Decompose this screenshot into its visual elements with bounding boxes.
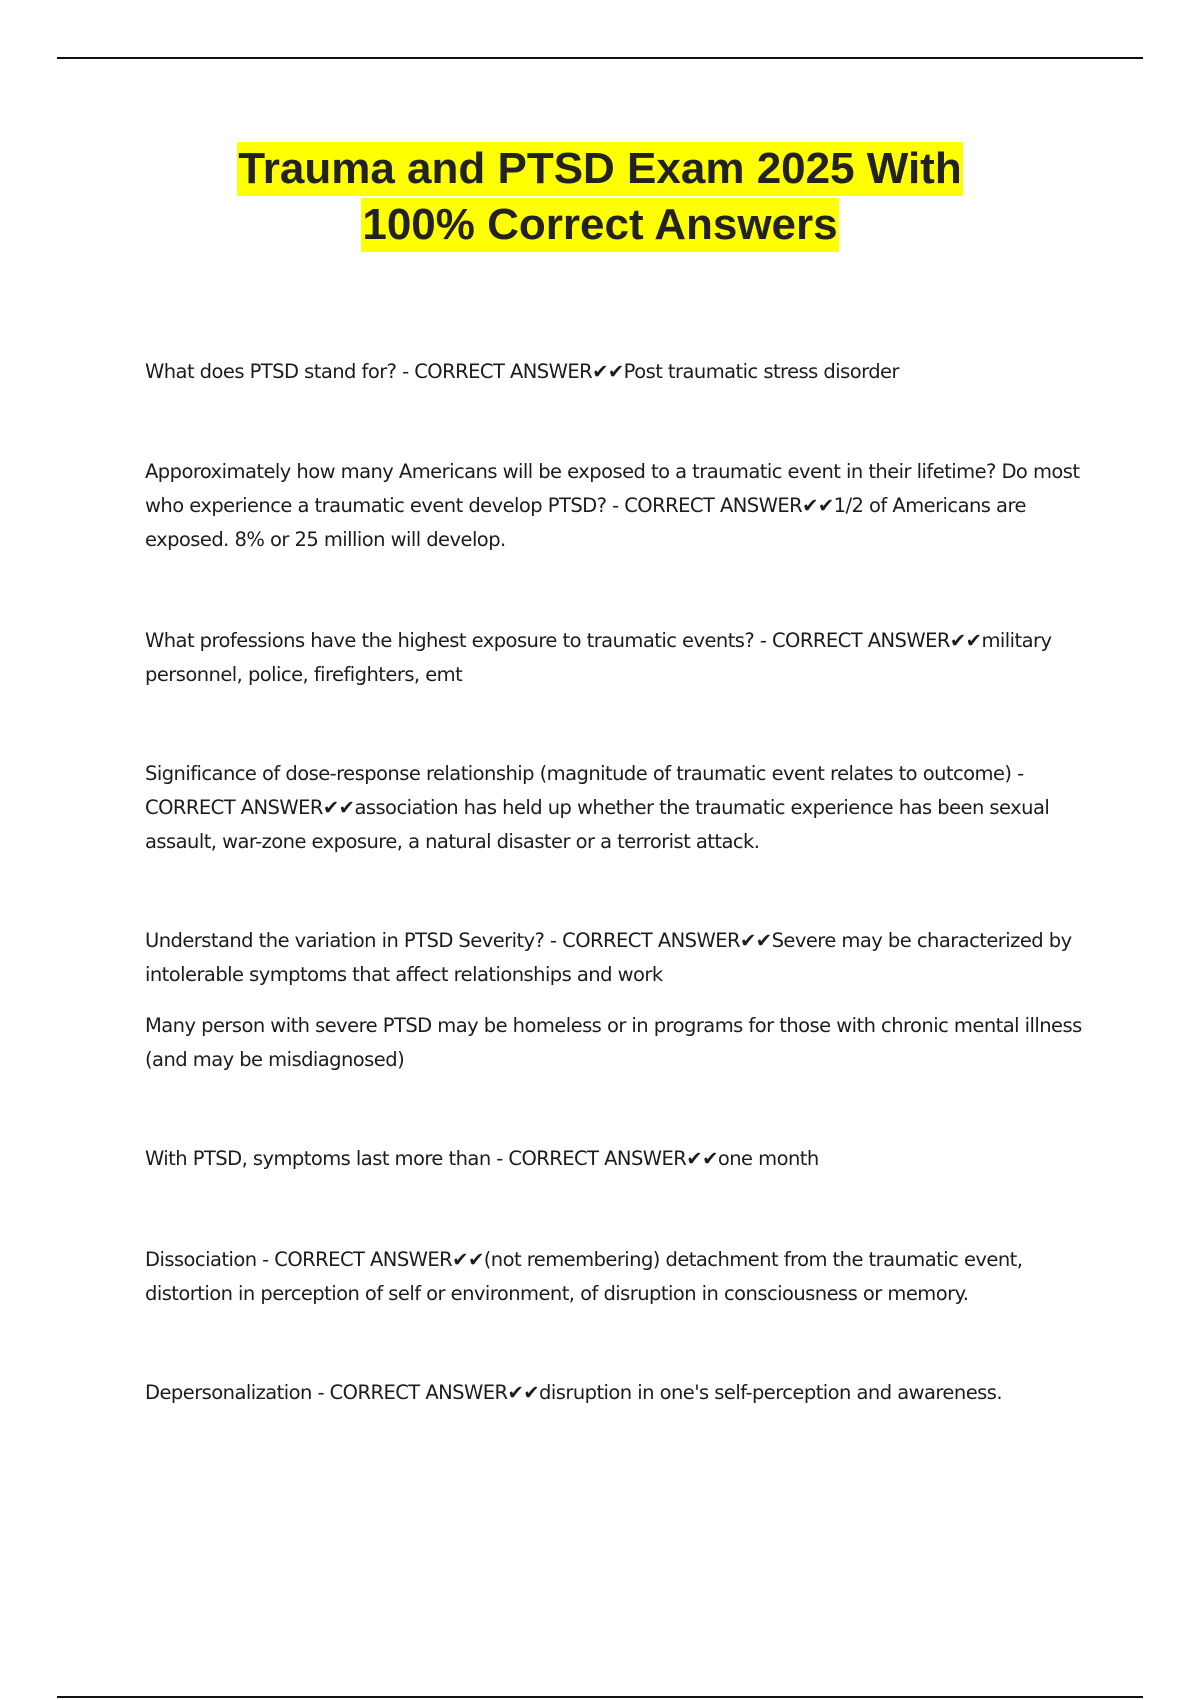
footer-rule <box>57 1696 1143 1698</box>
qa-item-professions: What professions have the highest exposure to traumatic events? - CORRECT ANSWER✔✔military personnel, police, firefighters, emt <box>145 629 1052 686</box>
title-line-2: 100% Correct Answers <box>361 198 838 252</box>
qa-item-ptsd-acronym: What does PTSD stand for? - CORRECT ANSWER✔✔Post traumatic stress disorder <box>145 360 899 383</box>
qa-item-depersonalization: Depersonalization - CORRECT ANSWER✔✔disruption in one's self-perception and awareness. <box>145 1381 1003 1404</box>
header-rule <box>57 57 1143 59</box>
qa-item-symptom-duration: With PTSD, symptoms last more than - CORRECT ANSWER✔✔one month <box>145 1147 819 1170</box>
qa-item-dissociation: Dissociation - CORRECT ANSWER✔✔(not remembering) detachment from the traumatic event, distortion in perception of self or environment, of disruption in consciousness or memory. <box>145 1248 1023 1305</box>
qa-item-exposure-rate: Apporoximately how many Americans will be exposed to a traumatic event in their lifetime? Do most who experience a traumatic event develop PTSD? - CORRECT ANSWER✔✔1/2 of Americans are exposed. 8% or 25 million will develop. <box>145 460 1080 551</box>
qa-item-severity: Understand the variation in PTSD Severity? - CORRECT ANSWER✔✔Severe may be characterized by intolerable symptoms that affect relationships and work <box>145 929 1072 986</box>
page-title <box>0 142 1200 252</box>
qa-item-severity-note: Many person with severe PTSD may be homeless or in programs for those with chronic mental illness (and may be misdiagnosed) <box>145 1014 1082 1071</box>
qa-item-dose-response: Significance of dose-response relationship (magnitude of traumatic event relates to outcome) - CORRECT ANSWER✔✔association has held up whether the traumatic experience has been sexual assault, war-zone exposure, a natural disaster or a terrorist attack. <box>145 762 1050 853</box>
title-line-1: Trauma and PTSD Exam 2025 With <box>237 142 962 196</box>
